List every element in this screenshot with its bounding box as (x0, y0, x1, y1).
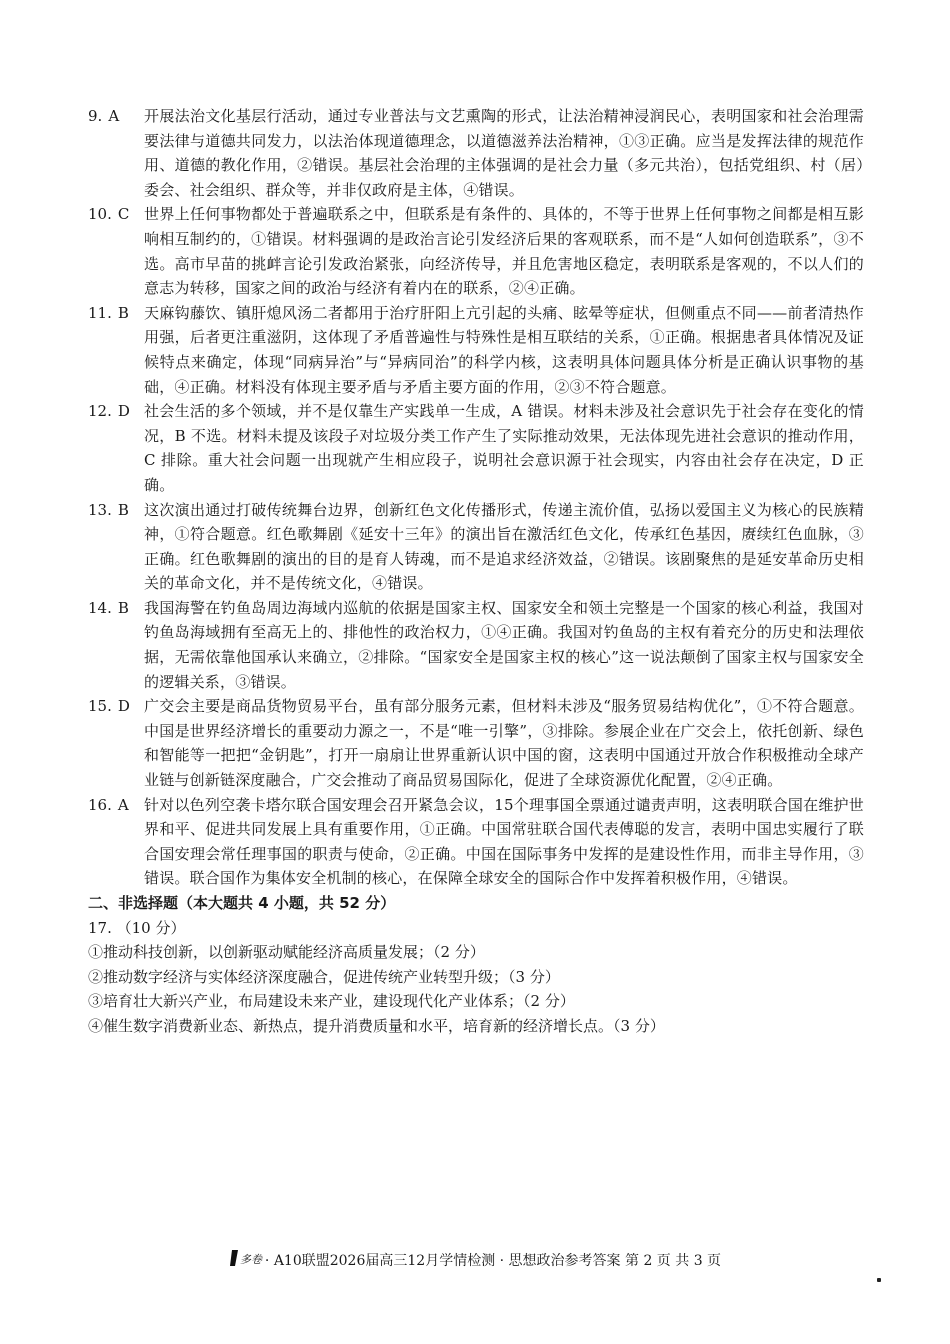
answer-key: A (117, 795, 129, 814)
answer-key: D (117, 697, 130, 716)
answer-item-16 (88, 793, 864, 891)
page-footer (0, 1248, 950, 1271)
answer-explanation: 针对以色列空袭卡塔尔联合国安理会召开紧急会议，15个理事国全票通过谴责声明，这表明联合国在维护世界和平、促进共同发展上具有重要作用，①正确。中国常驻联合国代表傅聪的发言，表明中国忠实履行了联合国安理会常任理事国的职责与使命，②正确。中国在国际事务中发挥的是建设性作用，而非主导作用，③错误。联合国作为集体安全机制的核心，在保障全球安全的国际合作中发挥着积极作用，④错误。 (144, 795, 864, 888)
scoring-point-4: ④催生数字消费新业态、新热点，提升消费质量和水平，培育新的经济增长点。（3 分） (88, 1016, 665, 1035)
answer-item-14 (88, 596, 864, 694)
answer-explanation: 这次演出通过打破传统舞台边界，创新红色文化传播形式，传递主流价值，弘扬以爱国主义为核心的民族精神，①符合题意。红色歌舞剧《延安十三年》的演出旨在激活红色文化，传承红色基因，赓续红色血脉，③正确。红色歌舞剧的演出的目的是育人铸魂，而不是追求经济效益，②错误。该剧聚焦的是延安革命历史相关的革命文化，并不是传统文化，④错误。 (144, 500, 864, 593)
answer-key: A (108, 107, 120, 125)
answer-explanation: 天麻钩藤饮、镇肝熄风汤二者都用于治疗肝阳上亢引起的头痛、眩晕等症状，但侧重点不同——前者清热作用强，后者更注重滋阴，这体现了矛盾普遍性与特殊性是相互联结的关系，①正确。根据患者具体情况及证候特点来确定，体现“同病异治”与“异病同治”的科学内核，这表明具体问题具体分析是正确认识事物的基础，④正确。材料没有体现主要矛盾与矛盾主要方面的作用，②③不符合题意。 (144, 303, 864, 396)
answer-key: B (117, 500, 129, 519)
question-17-heading: 17. （10 分） (88, 918, 186, 937)
answer-key: C (117, 205, 130, 224)
answer-explanation: 开展法治文化基层行活动，通过专业普法与文艺熏陶的形式，让法治精神浸润民心，表明国家和社会治理需要法律与道德共同发力，以法治体现道德理念，以道德滋养法治精神，①③正确。应当是发挥法律的规范作用、道德的教化作用，②错误。基层社会治理的主体强调的是社会力量（多元共治），包括党组织、村（居）委会、社会组织、群众等，并非仅政府是主体，④错误。 (144, 107, 864, 199)
answer-item-10 (88, 202, 864, 300)
brand-logo-icon (229, 1248, 263, 1268)
scoring-point-1: ①推动科技创新，以创新驱动赋能经济高质量发展；（2 分） (88, 943, 485, 962)
question-number: 12. (88, 402, 112, 421)
question-number: 9. (88, 107, 103, 125)
answer-item-11 (88, 301, 864, 399)
answer-key: B (117, 598, 129, 617)
answer-item-15 (88, 694, 864, 792)
question-number: 15. (88, 697, 112, 716)
answer-explanation: 社会生活的多个领域，并不是仅靠生产实践单一生成，A 错误。材料未涉及社会意识先于社会存在变化的情况，B 不选。材料未提及该段子对垃圾分类工作产生了实际推动效果，无法体现先进社会意识的推动作用，C 排除。重大社会问题一出现就产生相应段子，说明社会意识源于社会现实，内容由社会存在决定，D 正确。 (144, 402, 864, 494)
answer-explanation: 广交会主要是商品货物贸易平台，虽有部分服务元素，但材料未涉及“服务贸易结构优化”，①不符合题意。中国是世界经济增长的重要动力源之一，不是“唯一引擎”，③排除。参展企业在广交会上，依托创新、绿色和智能等一把把“金钥匙”，打开一扇扇让世界重新认识中国的窗，这表明中国通过开放合作积极推动全球产业链与创新链深度融合，广交会推动了商品贸易国际化，促进了全球资源优化配置，②④正确。 (144, 697, 864, 790)
answer-explanation: 世界上任何事物都处于普遍联系之中，但联系是有条件的、具体的，不等于世界上任何事物之间都是相互影响相互制约的，①错误。材料强调的是政治言论引发经济后果的客观联系，而不是“人如何创造联系”，③不选。高市早苗的挑衅言论引发政治紧张，向经济传导，并且危害地区稳定，表明联系是客观的，不以人们的意志为转移，国家之间的政治与经济有着内在的联系，②④正确。 (144, 205, 864, 298)
question-number: 13. (88, 500, 112, 519)
answer-key: B (117, 303, 129, 322)
answer-item-9 (88, 104, 864, 202)
question-number: 14. (88, 598, 112, 617)
question-number: 10. (88, 205, 112, 224)
scoring-point-2: ②推动数字经济与实体经济深度融合，促进传统产业转型升级；（3 分） (88, 967, 560, 986)
answer-item-13 (88, 498, 864, 596)
scoring-point-3: ③培育壮大新兴产业，布局建设未来产业，建设现代化产业体系；（2 分） (88, 992, 575, 1011)
answer-item-12 (88, 399, 864, 497)
section-heading: 二、非选择题（本大题共 4 小题，共 52 分） (88, 894, 396, 912)
question-number: 16. (88, 795, 112, 814)
footer-text: · A10联盟2026届高三12月学情检测 · 思想政治参考答案 第 2 页 共 3 页 (264, 1253, 722, 1269)
answer-explanation: 我国海警在钓鱼岛周边海域内巡航的依据是国家主权、国家安全和领土完整是一个国家的核心利益，我国对钓鱼岛海域拥有至高无上的、排他性的政治权力，①④正确。我国对钓鱼岛的主权有着充分的历史和法理依据，无需依靠他国承认来确立，②排除。“国家安全是国家主权的核心”这一说法颠倒了国家主权与国家安全的逻辑关系，③错误。 (144, 598, 864, 691)
answer-list (88, 104, 864, 1039)
scan-mark (877, 1278, 881, 1282)
brand-logo-text: 多卷 (239, 1253, 262, 1266)
answer-key: D (117, 402, 130, 421)
question-number: 11. (88, 303, 112, 322)
